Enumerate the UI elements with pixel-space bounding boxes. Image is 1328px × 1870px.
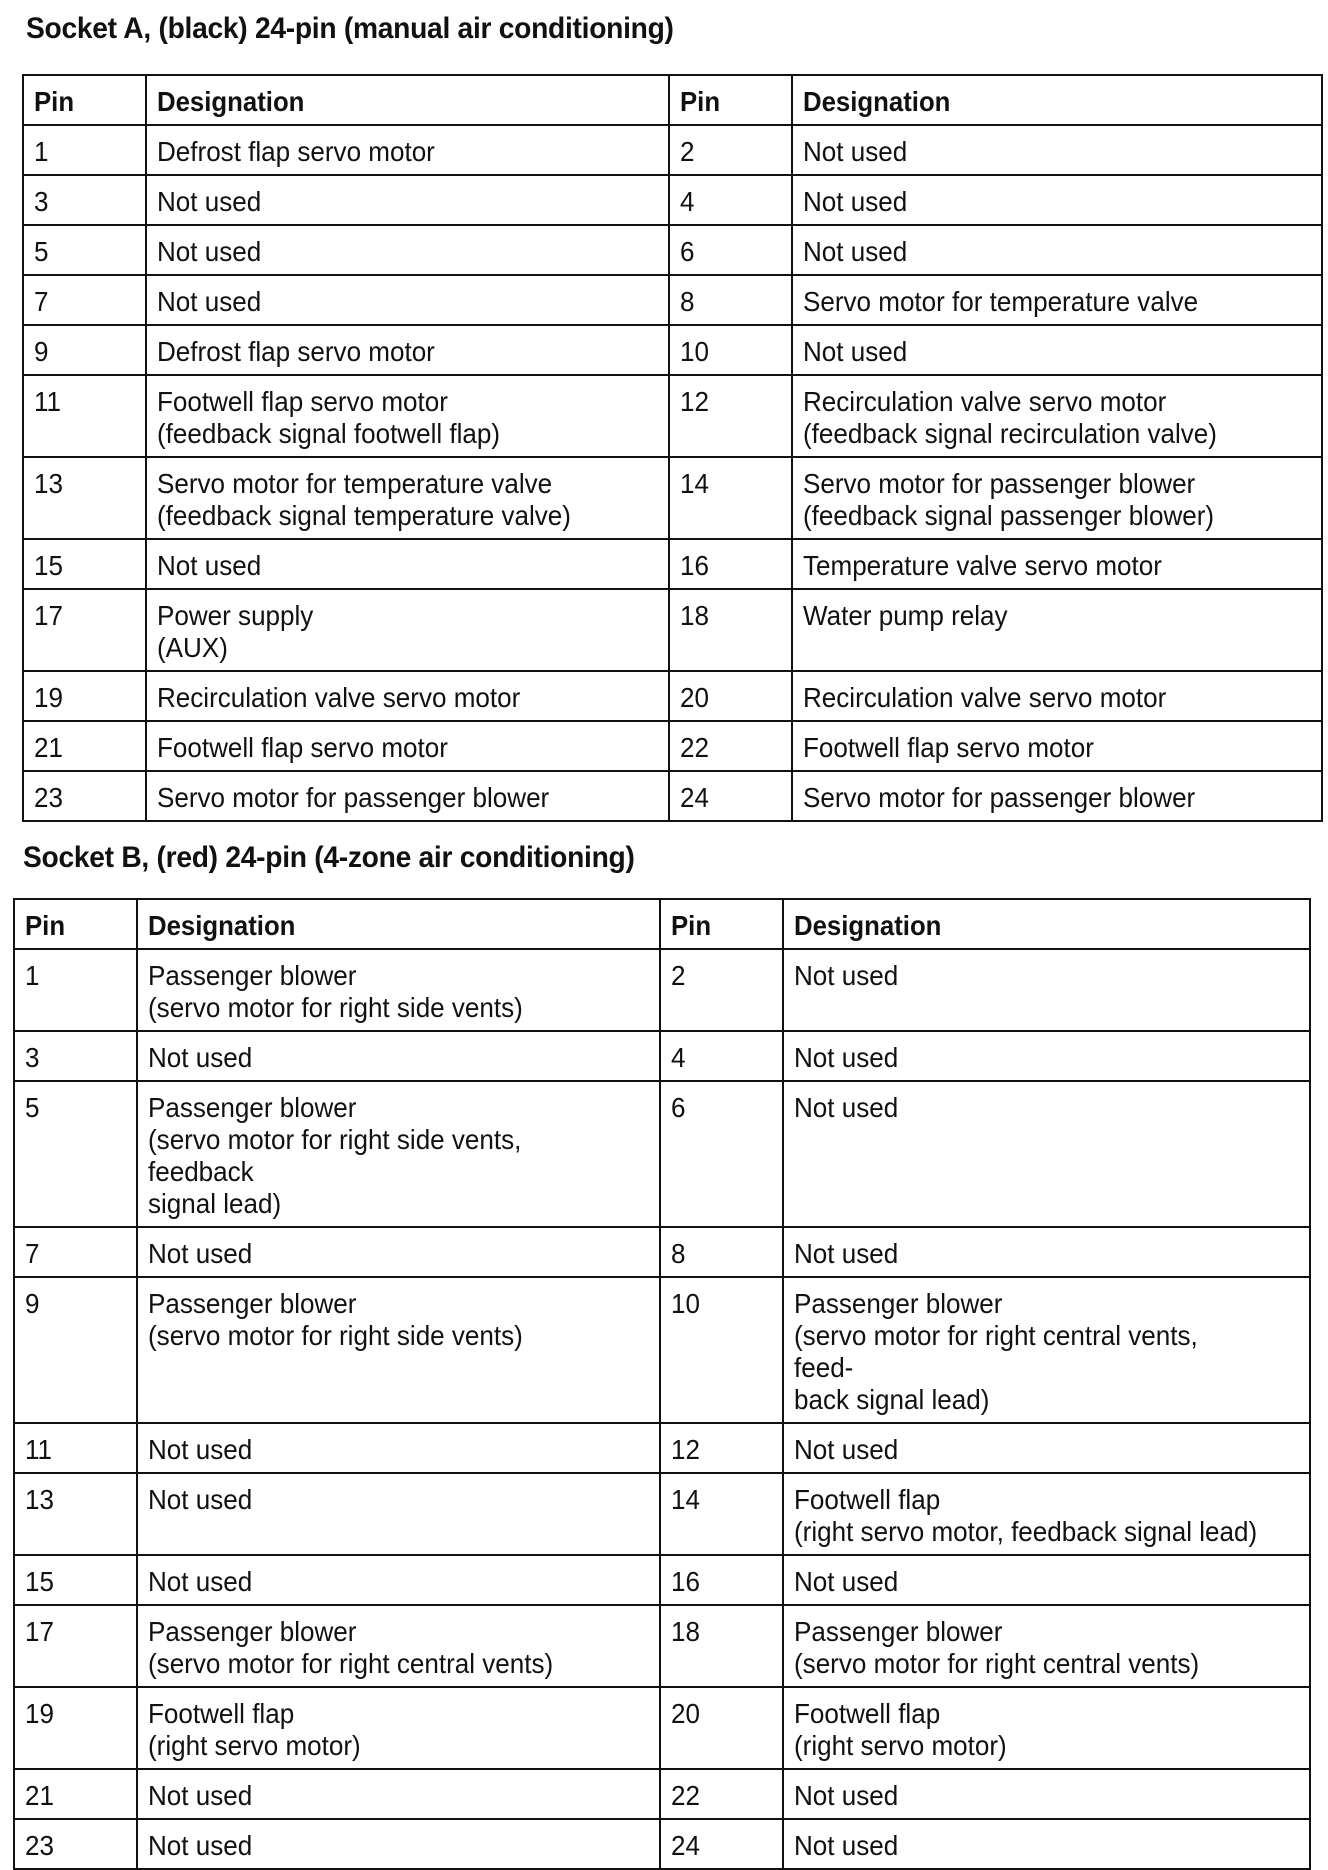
pin-cell: 9 <box>23 325 146 375</box>
table-row <box>23 539 1322 589</box>
table-header-row <box>14 899 1310 949</box>
pin-cell: 15 <box>14 1555 137 1605</box>
table-row <box>14 1769 1310 1819</box>
table-row <box>14 1555 1310 1605</box>
table-row <box>23 375 1322 457</box>
pin-cell: 2 <box>669 125 792 175</box>
table-row <box>14 949 1310 1031</box>
pin-cell: 3 <box>14 1031 137 1081</box>
designation-cell: Not used <box>137 1769 660 1819</box>
designation-cell: Not used <box>783 1227 1310 1277</box>
pin-cell: 24 <box>669 771 792 821</box>
designation-cell: Recirculation valve servo motor <box>146 671 669 721</box>
pin-cell: 23 <box>23 771 146 821</box>
designation-cell: Not used <box>783 949 1310 1031</box>
pin-cell: 13 <box>23 457 146 539</box>
column-header-pin: Pin <box>669 75 792 125</box>
table-row <box>14 1277 1310 1423</box>
table-row <box>14 1473 1310 1555</box>
designation-cell: Not used <box>137 1555 660 1605</box>
table-row <box>23 175 1322 225</box>
pin-cell: 21 <box>23 721 146 771</box>
socket-a-table-body <box>23 125 1322 821</box>
pin-cell: 20 <box>660 1687 783 1769</box>
pin-cell: 7 <box>23 275 146 325</box>
table-row <box>14 1605 1310 1687</box>
designation-cell: Not used <box>137 1819 660 1869</box>
designation-cell: Passenger blower (servo motor for right side vents) <box>137 949 660 1031</box>
column-header-designation: Designation <box>137 899 660 949</box>
pin-cell: 22 <box>660 1769 783 1819</box>
pin-cell: 3 <box>23 175 146 225</box>
table-row <box>14 1227 1310 1277</box>
table-row <box>23 325 1322 375</box>
table-row <box>23 275 1322 325</box>
designation-cell: Not used <box>783 1819 1310 1869</box>
designation-cell: Not used <box>137 1031 660 1081</box>
pin-cell: 19 <box>14 1687 137 1769</box>
pin-cell: 19 <box>23 671 146 721</box>
designation-cell: Not used <box>146 225 669 275</box>
designation-cell: Footwell flap servo motor (feedback signal footwell flap) <box>146 375 669 457</box>
designation-cell: Servo motor for passenger blower <box>146 771 669 821</box>
designation-cell: Not used <box>783 1423 1310 1473</box>
designation-cell: Passenger blower (servo motor for right central vents) <box>137 1605 660 1687</box>
table-row <box>23 721 1322 771</box>
table-row <box>14 1423 1310 1473</box>
column-header-pin: Pin <box>660 899 783 949</box>
designation-cell: Power supply (AUX) <box>146 589 669 671</box>
designation-cell: Footwell flap (right servo motor, feedback signal lead) <box>783 1473 1310 1555</box>
designation-cell: Not used <box>792 175 1322 225</box>
designation-cell: Not used <box>792 125 1322 175</box>
designation-cell: Servo motor for passenger blower (feedback signal passenger blower) <box>792 457 1322 539</box>
pin-cell: 14 <box>669 457 792 539</box>
pin-cell: 20 <box>669 671 792 721</box>
pin-cell: 1 <box>23 125 146 175</box>
pin-cell: 5 <box>23 225 146 275</box>
designation-cell: Not used <box>137 1473 660 1555</box>
pin-cell: 2 <box>660 949 783 1031</box>
pin-cell: 1 <box>14 949 137 1031</box>
table-row <box>23 589 1322 671</box>
designation-cell: Not used <box>783 1031 1310 1081</box>
table-row <box>23 671 1322 721</box>
pin-cell: 17 <box>14 1605 137 1687</box>
designation-cell: Defrost flap servo motor <box>146 325 669 375</box>
pin-cell: 6 <box>660 1081 783 1227</box>
designation-cell: Footwell flap (right servo motor) <box>137 1687 660 1769</box>
pin-cell: 6 <box>669 225 792 275</box>
designation-cell: Not used <box>137 1423 660 1473</box>
designation-cell: Footwell flap servo motor <box>146 721 669 771</box>
designation-cell: Defrost flap servo motor <box>146 125 669 175</box>
pin-cell: 21 <box>14 1769 137 1819</box>
designation-cell: Servo motor for passenger blower <box>792 771 1322 821</box>
table-header-row <box>23 75 1322 125</box>
pin-cell: 15 <box>23 539 146 589</box>
designation-cell: Not used <box>783 1769 1310 1819</box>
table-row <box>23 125 1322 175</box>
pin-cell: 22 <box>669 721 792 771</box>
column-header-pin: Pin <box>23 75 146 125</box>
table-row <box>14 1819 1310 1869</box>
pin-cell: 18 <box>669 589 792 671</box>
pin-cell: 13 <box>14 1473 137 1555</box>
pin-cell: 24 <box>660 1819 783 1869</box>
designation-cell: Servo motor for temperature valve <box>792 275 1322 325</box>
designation-cell: Recirculation valve servo motor (feedback signal recirculation valve) <box>792 375 1322 457</box>
designation-cell: Passenger blower (servo motor for right side vents) <box>137 1277 660 1423</box>
table-row <box>23 225 1322 275</box>
designation-cell: Footwell flap servo motor <box>792 721 1322 771</box>
socket-a-title: Socket A, (black) 24-pin (manual air conditioning) <box>26 12 674 45</box>
designation-cell: Footwell flap (right servo motor) <box>783 1687 1310 1769</box>
designation-cell: Not used <box>792 325 1322 375</box>
pin-cell: 18 <box>660 1605 783 1687</box>
designation-cell: Not used <box>783 1081 1310 1227</box>
pin-cell: 10 <box>669 325 792 375</box>
pin-cell: 11 <box>23 375 146 457</box>
column-header-designation: Designation <box>792 75 1322 125</box>
pin-cell: 16 <box>660 1555 783 1605</box>
pin-cell: 14 <box>660 1473 783 1555</box>
designation-cell: Water pump relay <box>792 589 1322 671</box>
designation-cell: Not used <box>792 225 1322 275</box>
designation-cell: Passenger blower (servo motor for right central vents, feed- back signal lead) <box>783 1277 1310 1423</box>
pin-cell: 9 <box>14 1277 137 1423</box>
pin-cell: 4 <box>660 1031 783 1081</box>
pin-cell: 11 <box>14 1423 137 1473</box>
designation-cell: Passenger blower (servo motor for right side vents, feedback signal lead) <box>137 1081 660 1227</box>
designation-cell: Not used <box>783 1555 1310 1605</box>
pin-cell: 7 <box>14 1227 137 1277</box>
column-header-designation: Designation <box>146 75 669 125</box>
table-row <box>14 1031 1310 1081</box>
socket-b-table <box>13 898 1311 1870</box>
socket-b-table-body <box>14 949 1310 1869</box>
designation-cell: Not used <box>146 175 669 225</box>
pin-cell: 12 <box>669 375 792 457</box>
pin-cell: 5 <box>14 1081 137 1227</box>
designation-cell: Not used <box>137 1227 660 1277</box>
designation-cell: Recirculation valve servo motor <box>792 671 1322 721</box>
designation-cell: Not used <box>146 539 669 589</box>
pin-cell: 16 <box>669 539 792 589</box>
designation-cell: Not used <box>146 275 669 325</box>
designation-cell: Temperature valve servo motor <box>792 539 1322 589</box>
socket-a-table <box>22 74 1323 822</box>
table-row <box>23 457 1322 539</box>
column-header-designation: Designation <box>783 899 1310 949</box>
pin-cell: 4 <box>669 175 792 225</box>
pin-cell: 10 <box>660 1277 783 1423</box>
pin-cell: 17 <box>23 589 146 671</box>
column-header-pin: Pin <box>14 899 137 949</box>
pin-cell: 8 <box>660 1227 783 1277</box>
socket-b-title: Socket B, (red) 24-pin (4-zone air conditioning) <box>23 841 635 874</box>
table-row <box>14 1081 1310 1227</box>
designation-cell: Passenger blower (servo motor for right central vents) <box>783 1605 1310 1687</box>
table-row <box>14 1687 1310 1769</box>
table-row <box>23 771 1322 821</box>
pin-cell: 8 <box>669 275 792 325</box>
designation-cell: Servo motor for temperature valve (feedback signal temperature valve) <box>146 457 669 539</box>
pin-cell: 23 <box>14 1819 137 1869</box>
pin-cell: 12 <box>660 1423 783 1473</box>
